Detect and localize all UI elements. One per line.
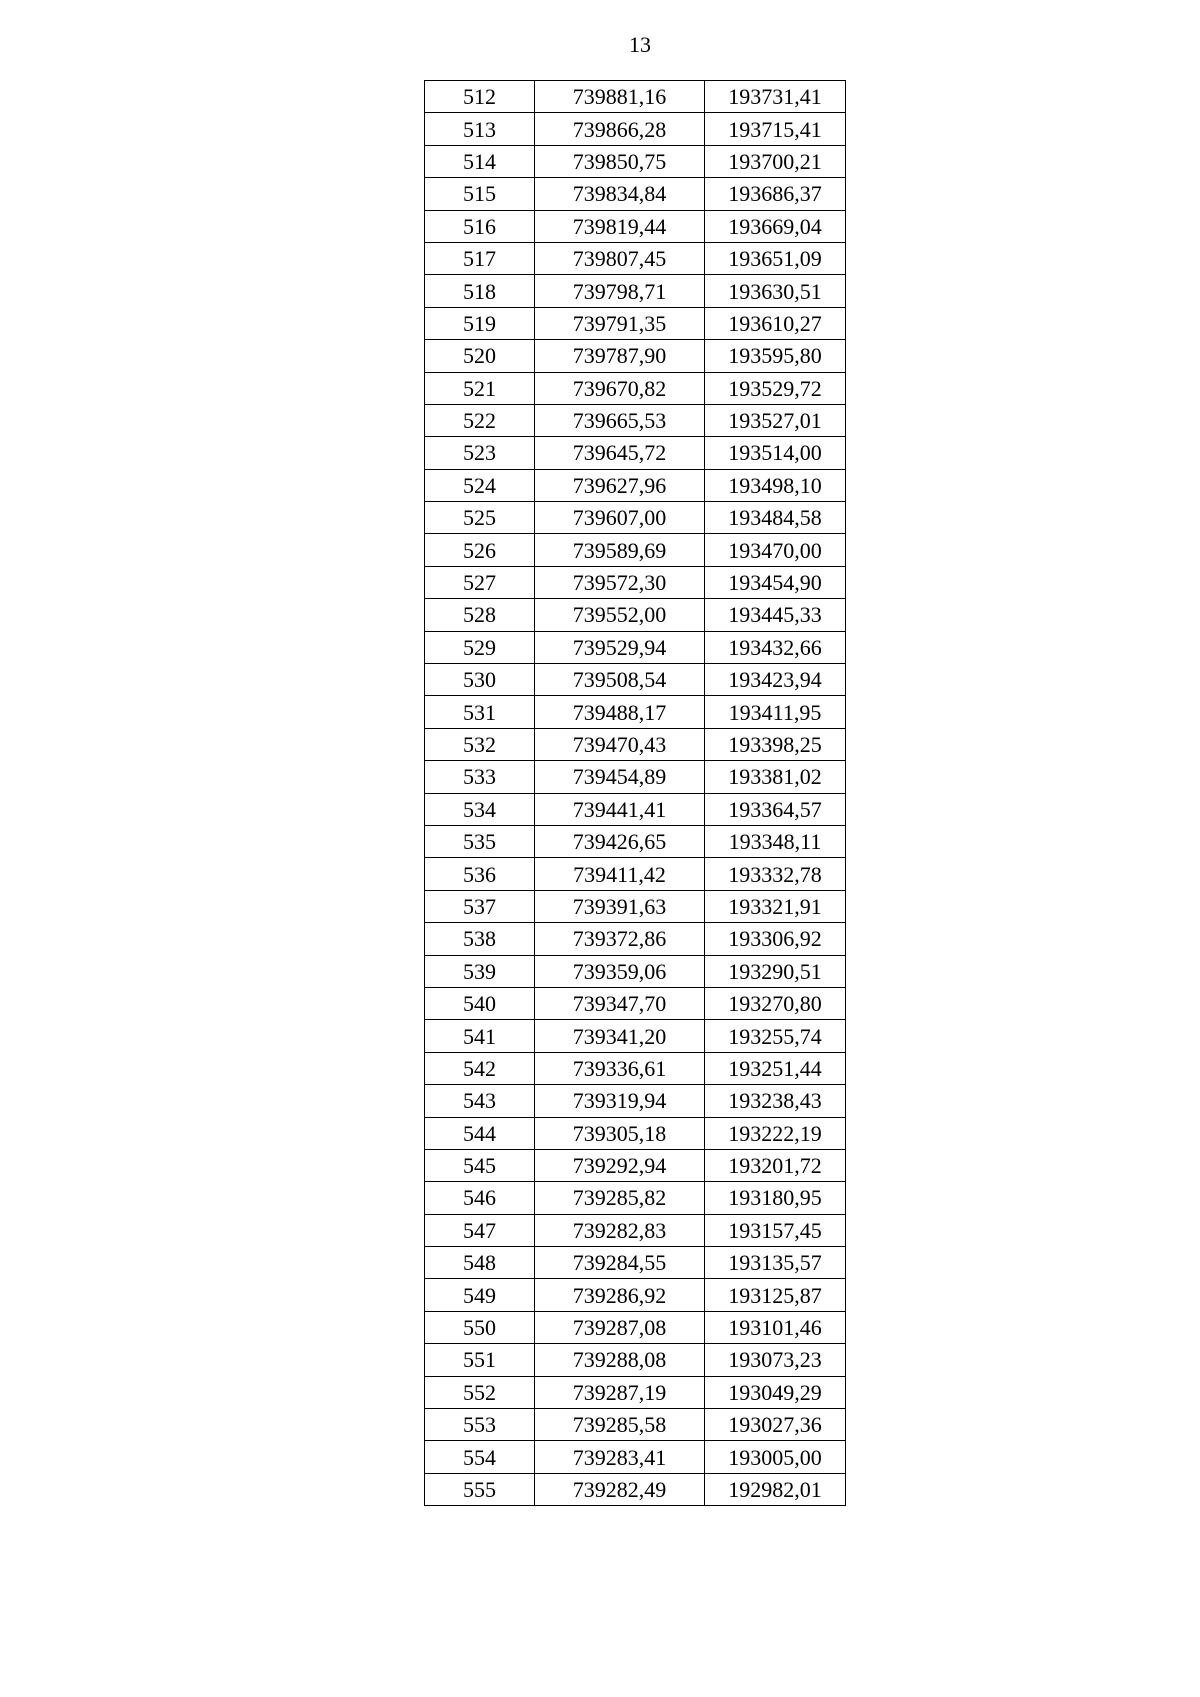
table-row xyxy=(425,1085,846,1117)
table-row xyxy=(425,890,846,922)
y-coordinate-cell: 193321,91 xyxy=(705,890,846,922)
point-number-cell: 539 xyxy=(425,955,535,987)
x-coordinate-cell: 739287,19 xyxy=(535,1376,705,1408)
x-coordinate-cell: 739470,43 xyxy=(535,728,705,760)
y-coordinate-cell: 193251,44 xyxy=(705,1052,846,1084)
table-row xyxy=(425,275,846,307)
table-row xyxy=(425,404,846,436)
y-coordinate-cell: 193157,45 xyxy=(705,1214,846,1246)
point-number-cell: 535 xyxy=(425,825,535,857)
table-row xyxy=(425,1409,846,1441)
point-number-cell: 517 xyxy=(425,242,535,274)
x-coordinate-cell: 739627,96 xyxy=(535,469,705,501)
y-coordinate-cell: 193180,95 xyxy=(705,1182,846,1214)
x-coordinate-cell: 739607,00 xyxy=(535,502,705,534)
y-coordinate-cell: 193125,87 xyxy=(705,1279,846,1311)
y-coordinate-cell: 192982,01 xyxy=(705,1473,846,1505)
point-number-cell: 513 xyxy=(425,113,535,145)
table-row xyxy=(425,1149,846,1181)
table-row xyxy=(425,825,846,857)
y-coordinate-cell: 193255,74 xyxy=(705,1020,846,1052)
x-coordinate-cell: 739284,55 xyxy=(535,1247,705,1279)
table-row xyxy=(425,242,846,274)
table-row xyxy=(425,1311,846,1343)
table-row xyxy=(425,372,846,404)
x-coordinate-cell: 739645,72 xyxy=(535,437,705,469)
point-number-cell: 541 xyxy=(425,1020,535,1052)
y-coordinate-cell: 193527,01 xyxy=(705,404,846,436)
table-row xyxy=(425,923,846,955)
table-row xyxy=(425,1020,846,1052)
point-number-cell: 553 xyxy=(425,1409,535,1441)
table-row xyxy=(425,1344,846,1376)
point-number-cell: 515 xyxy=(425,178,535,210)
table-row xyxy=(425,1214,846,1246)
point-number-cell: 550 xyxy=(425,1311,535,1343)
y-coordinate-cell: 193049,29 xyxy=(705,1376,846,1408)
x-coordinate-cell: 739488,17 xyxy=(535,696,705,728)
table-row xyxy=(425,696,846,728)
y-coordinate-cell: 193398,25 xyxy=(705,728,846,760)
x-coordinate-cell: 739787,90 xyxy=(535,340,705,372)
table-row xyxy=(425,955,846,987)
point-number-cell: 549 xyxy=(425,1279,535,1311)
coordinates-table-body xyxy=(425,81,846,1506)
y-coordinate-cell: 193101,46 xyxy=(705,1311,846,1343)
x-coordinate-cell: 739319,94 xyxy=(535,1085,705,1117)
coordinates-table xyxy=(424,80,846,1506)
point-number-cell: 519 xyxy=(425,307,535,339)
y-coordinate-cell: 193610,27 xyxy=(705,307,846,339)
x-coordinate-cell: 739819,44 xyxy=(535,210,705,242)
point-number-cell: 523 xyxy=(425,437,535,469)
point-number-cell: 529 xyxy=(425,631,535,663)
table-row xyxy=(425,113,846,145)
point-number-cell: 518 xyxy=(425,275,535,307)
x-coordinate-cell: 739454,89 xyxy=(535,761,705,793)
table-row xyxy=(425,858,846,890)
point-number-cell: 521 xyxy=(425,372,535,404)
table-row xyxy=(425,340,846,372)
x-coordinate-cell: 739282,83 xyxy=(535,1214,705,1246)
table-row xyxy=(425,1182,846,1214)
y-coordinate-cell: 193630,51 xyxy=(705,275,846,307)
y-coordinate-cell: 193222,19 xyxy=(705,1117,846,1149)
table-row xyxy=(425,81,846,113)
x-coordinate-cell: 739552,00 xyxy=(535,599,705,631)
point-number-cell: 545 xyxy=(425,1149,535,1181)
table-row xyxy=(425,664,846,696)
x-coordinate-cell: 739850,75 xyxy=(535,145,705,177)
x-coordinate-cell: 739807,45 xyxy=(535,242,705,274)
y-coordinate-cell: 193498,10 xyxy=(705,469,846,501)
point-number-cell: 525 xyxy=(425,502,535,534)
y-coordinate-cell: 193700,21 xyxy=(705,145,846,177)
point-number-cell: 530 xyxy=(425,664,535,696)
point-number-cell: 552 xyxy=(425,1376,535,1408)
x-coordinate-cell: 739341,20 xyxy=(535,1020,705,1052)
y-coordinate-cell: 193651,09 xyxy=(705,242,846,274)
point-number-cell: 536 xyxy=(425,858,535,890)
x-coordinate-cell: 739285,82 xyxy=(535,1182,705,1214)
y-coordinate-cell: 193454,90 xyxy=(705,566,846,598)
point-number-cell: 555 xyxy=(425,1473,535,1505)
table-row xyxy=(425,1473,846,1505)
table-row xyxy=(425,534,846,566)
table-row xyxy=(425,1279,846,1311)
y-coordinate-cell: 193686,37 xyxy=(705,178,846,210)
y-coordinate-cell: 193432,66 xyxy=(705,631,846,663)
y-coordinate-cell: 193411,95 xyxy=(705,696,846,728)
y-coordinate-cell: 193669,04 xyxy=(705,210,846,242)
x-coordinate-cell: 739881,16 xyxy=(535,81,705,113)
y-coordinate-cell: 193005,00 xyxy=(705,1441,846,1473)
point-number-cell: 532 xyxy=(425,728,535,760)
y-coordinate-cell: 193348,11 xyxy=(705,825,846,857)
point-number-cell: 542 xyxy=(425,1052,535,1084)
y-coordinate-cell: 193270,80 xyxy=(705,987,846,1019)
y-coordinate-cell: 193238,43 xyxy=(705,1085,846,1117)
y-coordinate-cell: 193306,92 xyxy=(705,923,846,955)
x-coordinate-cell: 739426,65 xyxy=(535,825,705,857)
x-coordinate-cell: 739336,61 xyxy=(535,1052,705,1084)
point-number-cell: 548 xyxy=(425,1247,535,1279)
y-coordinate-cell: 193381,02 xyxy=(705,761,846,793)
point-number-cell: 533 xyxy=(425,761,535,793)
point-number-cell: 524 xyxy=(425,469,535,501)
table-row xyxy=(425,728,846,760)
y-coordinate-cell: 193595,80 xyxy=(705,340,846,372)
point-number-cell: 527 xyxy=(425,566,535,598)
x-coordinate-cell: 739665,53 xyxy=(535,404,705,436)
table-row xyxy=(425,502,846,534)
x-coordinate-cell: 739286,92 xyxy=(535,1279,705,1311)
point-number-cell: 516 xyxy=(425,210,535,242)
point-number-cell: 526 xyxy=(425,534,535,566)
y-coordinate-cell: 193135,57 xyxy=(705,1247,846,1279)
table-row xyxy=(425,793,846,825)
y-coordinate-cell: 193445,33 xyxy=(705,599,846,631)
y-coordinate-cell: 193364,57 xyxy=(705,793,846,825)
table-row xyxy=(425,1117,846,1149)
x-coordinate-cell: 739288,08 xyxy=(535,1344,705,1376)
point-number-cell: 514 xyxy=(425,145,535,177)
x-coordinate-cell: 739589,69 xyxy=(535,534,705,566)
point-number-cell: 554 xyxy=(425,1441,535,1473)
x-coordinate-cell: 739347,70 xyxy=(535,987,705,1019)
table-row xyxy=(425,1052,846,1084)
y-coordinate-cell: 193470,00 xyxy=(705,534,846,566)
y-coordinate-cell: 193484,58 xyxy=(705,502,846,534)
table-row xyxy=(425,145,846,177)
y-coordinate-cell: 193332,78 xyxy=(705,858,846,890)
point-number-cell: 528 xyxy=(425,599,535,631)
x-coordinate-cell: 739285,58 xyxy=(535,1409,705,1441)
x-coordinate-cell: 739529,94 xyxy=(535,631,705,663)
y-coordinate-cell: 193423,94 xyxy=(705,664,846,696)
x-coordinate-cell: 739508,54 xyxy=(535,664,705,696)
table-row xyxy=(425,210,846,242)
y-coordinate-cell: 193715,41 xyxy=(705,113,846,145)
x-coordinate-cell: 739283,41 xyxy=(535,1441,705,1473)
y-coordinate-cell: 193514,00 xyxy=(705,437,846,469)
point-number-cell: 547 xyxy=(425,1214,535,1246)
x-coordinate-cell: 739411,42 xyxy=(535,858,705,890)
x-coordinate-cell: 739798,71 xyxy=(535,275,705,307)
x-coordinate-cell: 739670,82 xyxy=(535,372,705,404)
y-coordinate-cell: 193290,51 xyxy=(705,955,846,987)
table-row xyxy=(425,178,846,210)
x-coordinate-cell: 739372,86 xyxy=(535,923,705,955)
table-row xyxy=(425,566,846,598)
x-coordinate-cell: 739791,35 xyxy=(535,307,705,339)
table-row xyxy=(425,631,846,663)
table-row xyxy=(425,987,846,1019)
table-row xyxy=(425,1441,846,1473)
table-row xyxy=(425,761,846,793)
point-number-cell: 531 xyxy=(425,696,535,728)
y-coordinate-cell: 193731,41 xyxy=(705,81,846,113)
point-number-cell: 538 xyxy=(425,923,535,955)
x-coordinate-cell: 739282,49 xyxy=(535,1473,705,1505)
point-number-cell: 544 xyxy=(425,1117,535,1149)
x-coordinate-cell: 739866,28 xyxy=(535,113,705,145)
y-coordinate-cell: 193529,72 xyxy=(705,372,846,404)
y-coordinate-cell: 193201,72 xyxy=(705,1149,846,1181)
table-row xyxy=(425,469,846,501)
point-number-cell: 520 xyxy=(425,340,535,372)
table-row xyxy=(425,1247,846,1279)
x-coordinate-cell: 739287,08 xyxy=(535,1311,705,1343)
page-number: 13 xyxy=(629,32,651,57)
point-number-cell: 522 xyxy=(425,404,535,436)
x-coordinate-cell: 739834,84 xyxy=(535,178,705,210)
x-coordinate-cell: 739572,30 xyxy=(535,566,705,598)
table-row xyxy=(425,437,846,469)
point-number-cell: 540 xyxy=(425,987,535,1019)
x-coordinate-cell: 739391,63 xyxy=(535,890,705,922)
x-coordinate-cell: 739441,41 xyxy=(535,793,705,825)
point-number-cell: 537 xyxy=(425,890,535,922)
table-row xyxy=(425,1376,846,1408)
table-row xyxy=(425,307,846,339)
y-coordinate-cell: 193027,36 xyxy=(705,1409,846,1441)
y-coordinate-cell: 193073,23 xyxy=(705,1344,846,1376)
point-number-cell: 546 xyxy=(425,1182,535,1214)
point-number-cell: 551 xyxy=(425,1344,535,1376)
x-coordinate-cell: 739359,06 xyxy=(535,955,705,987)
point-number-cell: 543 xyxy=(425,1085,535,1117)
x-coordinate-cell: 739305,18 xyxy=(535,1117,705,1149)
point-number-cell: 512 xyxy=(425,81,535,113)
table-row xyxy=(425,599,846,631)
point-number-cell: 534 xyxy=(425,793,535,825)
x-coordinate-cell: 739292,94 xyxy=(535,1149,705,1181)
